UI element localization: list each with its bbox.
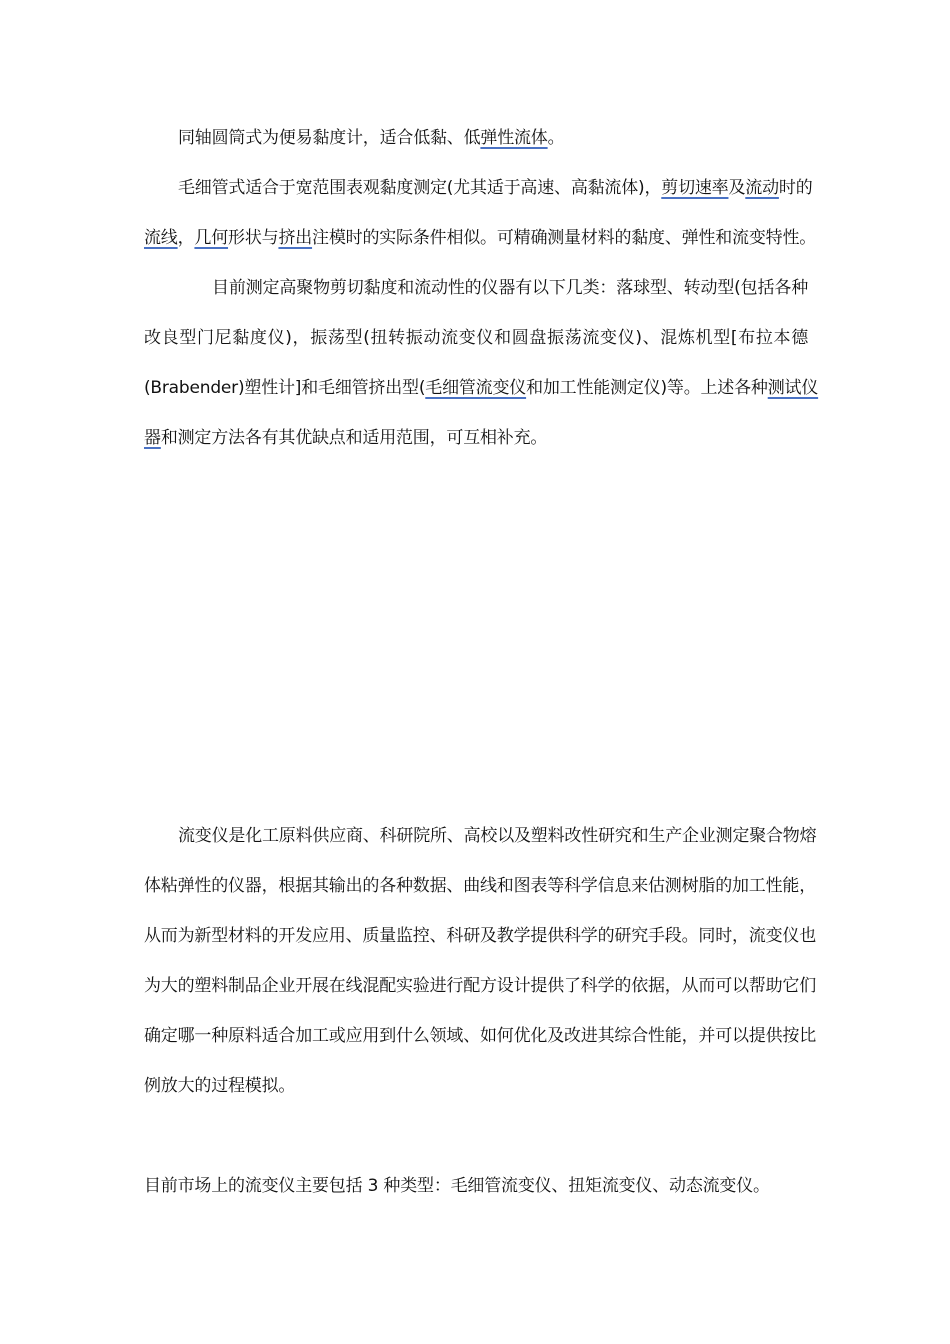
underlined-term: 几何 [194, 228, 229, 248]
text-run: 形状与 [228, 228, 279, 248]
paragraph-rheometer-line-1 [178, 824, 817, 848]
text-run: 和加工性能测定仪)等。上述各种 [526, 378, 768, 398]
underlined-term: 挤出 [278, 228, 313, 248]
paragraph-instruments-line-1 [212, 276, 808, 300]
text-run: 流变仪是化工原料供应商、科研院所、高校以及塑料改性研究和生产企业测定聚合物熔 [178, 826, 817, 846]
text-run: 为大的塑料制品企业开展在线混配实验进行配方设计提供了科学的依据，从而可以帮助它们 [144, 976, 816, 996]
paragraph-rheometer-line-4 [144, 974, 816, 998]
text-run: 同轴圆筒式为便易黏度计，适合低黏、低 [178, 128, 481, 148]
text-run: 体粘弹性的仪器，根据其输出的各种数据、曲线和图表等科学信息来估测树脂的加工性能， [144, 876, 816, 896]
underlined-term: 器 [144, 428, 161, 448]
text-run: 。 [547, 128, 565, 148]
text-run: 从而为新型材料的开发应用、质量监控、科研及教学提供科学的研究手段。同时，流变仪也 [144, 926, 816, 946]
paragraph-instruments-line-3 [144, 376, 819, 400]
text-run: (Brabender)塑性计]和毛细管挤出型( [144, 378, 426, 398]
text-run: 确定哪一种原料适合加工或应用到什么领域、如何优化及改进其综合性能，并可以提供按比 [144, 1026, 816, 1046]
paragraph-instruments-line-2 [144, 326, 808, 350]
text-run: 目前市场上的流变仪主要包括 3 种类型：毛细管流变仪、扭矩流变仪、动态流变仪。 [144, 1176, 770, 1196]
paragraph-coaxial-cylinder [178, 126, 808, 150]
paragraph-capillary-line-2 [144, 226, 817, 250]
text-run: 目前测定高聚物剪切黏度和流动性的仪器有以下几类：落球型、转动型(包括各种 [212, 278, 808, 298]
text-run: 时的 [778, 178, 813, 198]
paragraph-rheometer-line-2 [144, 874, 816, 898]
text-run: 改良型门尼黏度仪)，振荡型(扭转振动流变仪和圆盘振荡流变仪)、混炼机型[布拉本德 [144, 328, 808, 348]
text-run: 及 [728, 178, 746, 198]
text-run: 注模时的实际条件相似。可精确测量材料的黏度、弹性和流变特性。 [312, 228, 817, 248]
text-run: 例放大的过程模拟。 [144, 1076, 296, 1096]
paragraph-rheometer-types [144, 1174, 808, 1198]
paragraph-instruments-line-4 [144, 426, 808, 450]
text-run: 毛细管式适合于宽范围表观黏度测定(尤其适于高速、高黏流体)， [178, 178, 662, 198]
underlined-term: 弹性流体 [480, 128, 548, 148]
underlined-term: 毛细管流变仪 [425, 378, 527, 398]
paragraph-rheometer-line-3 [144, 924, 816, 948]
paragraph-capillary-line-1 [178, 176, 813, 200]
text-run: ， [177, 228, 195, 248]
text-run: 和测定方法各有其优缺点和适用范围，可互相补充。 [160, 428, 548, 448]
paragraph-rheometer-line-5 [144, 1024, 816, 1048]
underlined-term: 流动 [745, 178, 779, 198]
underlined-term: 流线 [144, 228, 178, 248]
underlined-term: 测试仪 [767, 378, 819, 398]
paragraph-rheometer-line-6 [144, 1074, 808, 1098]
underlined-term: 剪切速率 [661, 178, 729, 198]
